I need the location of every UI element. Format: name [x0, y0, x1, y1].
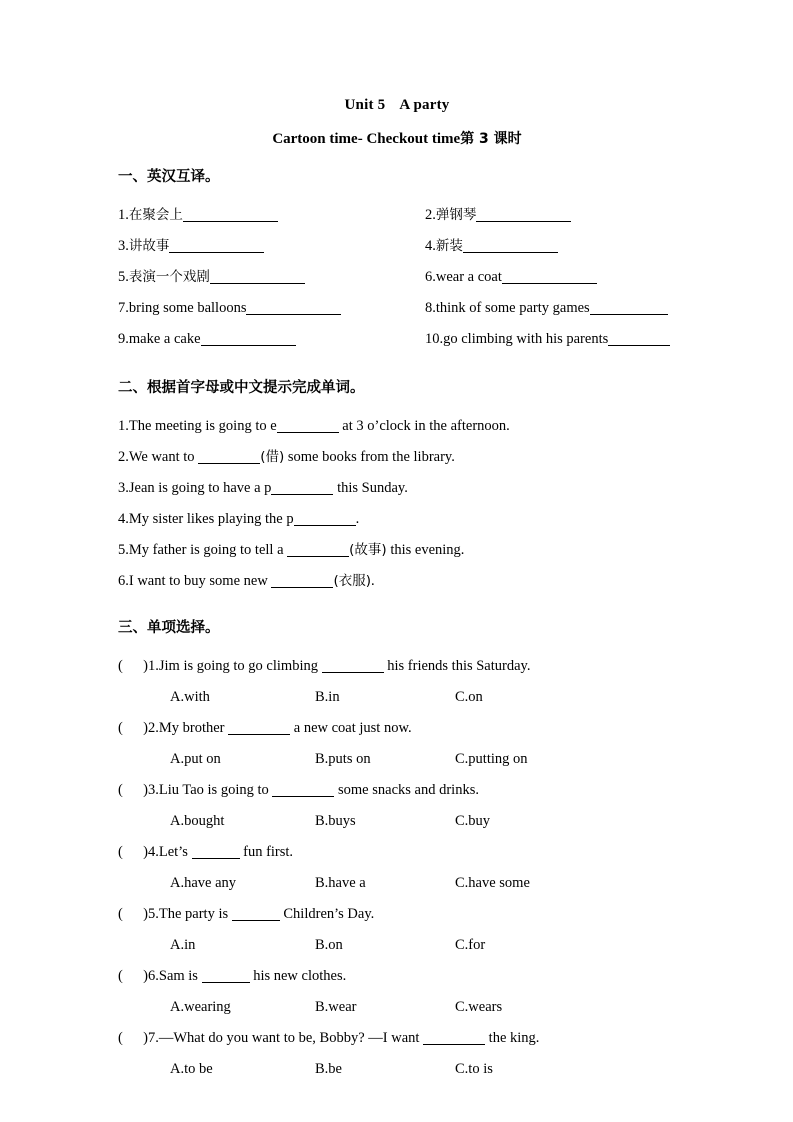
answer-blank [423, 1030, 485, 1045]
item-number: 10. [425, 331, 444, 348]
option-c[interactable]: C.have some [455, 875, 530, 892]
mc-options [118, 868, 676, 899]
item-text-before: My sister likes playing the p [128, 511, 294, 528]
section-1-heading: 一、英汉互译。 [118, 169, 220, 185]
option-a[interactable]: A.to be [170, 1061, 213, 1078]
item-text: bring some balloons [128, 300, 247, 317]
item-text-before: We want to [128, 449, 199, 466]
question-number: 3. [148, 782, 159, 799]
option-c[interactable]: C.for [455, 937, 486, 954]
item-number: 3. [118, 480, 129, 497]
answer-blank[interactable] [169, 238, 264, 253]
answer-blank[interactable] [183, 207, 278, 222]
answer-blank [322, 658, 384, 673]
stem-after: the king. [485, 1030, 540, 1047]
mc-stem [118, 837, 676, 868]
item-number: 1. [118, 207, 129, 224]
page-title-unit: Unit 5 [344, 97, 386, 113]
stem-after: Children’s Day. [279, 906, 375, 923]
mc-stem [118, 775, 676, 806]
stem-after: his friends this Saturday. [383, 658, 531, 675]
stem-before: —What do you want to be, Bobby? —I want [158, 1030, 424, 1047]
page-title [118, 96, 676, 114]
translation-item [425, 231, 676, 262]
item-number: 1. [118, 418, 129, 435]
section-1-items [118, 200, 676, 355]
fill-blank-item [118, 411, 676, 442]
answer-box[interactable]: ( ) [118, 782, 148, 799]
mc-options [118, 1054, 676, 1085]
item-number: 5. [118, 542, 129, 559]
translation-item [425, 324, 676, 355]
answer-blank [202, 968, 250, 983]
mc-options [118, 806, 676, 837]
item-text-before: The meeting is going to e [128, 418, 277, 435]
question-number: 7. [148, 1030, 159, 1047]
mc-options [118, 930, 676, 961]
item-number: 6. [425, 269, 436, 286]
answer-blank[interactable] [277, 418, 339, 433]
answer-blank[interactable] [590, 300, 668, 315]
stem-after: fun first. [239, 844, 294, 861]
answer-box[interactable]: ( ) [118, 844, 148, 861]
option-a[interactable]: A.put on [170, 751, 221, 768]
section-2-items [118, 411, 676, 597]
answer-blank[interactable] [502, 269, 597, 284]
answer-blank[interactable] [294, 511, 356, 526]
question-number: 6. [148, 968, 159, 985]
mc-question [118, 651, 676, 713]
mc-options [118, 682, 676, 713]
option-a[interactable]: A.with [170, 689, 210, 706]
item-hint: (借) [260, 449, 285, 466]
option-a[interactable]: A.wearing [170, 999, 231, 1016]
mc-stem [118, 961, 676, 992]
answer-box[interactable]: ( ) [118, 720, 148, 737]
option-b[interactable]: B.wear [315, 999, 357, 1016]
translation-item [425, 200, 676, 231]
item-number: 2. [118, 449, 129, 466]
item-text: 新装 [435, 238, 463, 255]
item-text-before: Jean is going to have a p [128, 480, 272, 497]
item-number: 5. [118, 269, 129, 286]
mc-question [118, 899, 676, 961]
stem-before: Jim is going to go climbing [158, 658, 322, 675]
question-number: 2. [148, 720, 159, 737]
option-b[interactable]: B.in [315, 689, 340, 706]
answer-blank[interactable] [271, 480, 333, 495]
page-subtitle-english: Cartoon time- Checkout time [272, 131, 461, 147]
item-text-after: some books from the library. [284, 449, 455, 466]
page-subtitle-chinese: 第 3 课时 [460, 131, 522, 147]
answer-box[interactable]: ( ) [118, 1030, 148, 1047]
page-title-topic: A party [399, 97, 450, 113]
fill-blank-item [118, 442, 676, 473]
stem-before: Sam is [158, 968, 202, 985]
item-number: 9. [118, 331, 129, 348]
item-text: 表演一个戏剧 [128, 269, 210, 286]
stem-after: a new coat just now. [290, 720, 412, 737]
question-number: 1. [148, 658, 159, 675]
translation-item [118, 200, 425, 231]
stem-after: some snacks and drinks. [334, 782, 479, 799]
item-text-after: . [370, 573, 375, 590]
mc-question [118, 961, 676, 1023]
option-a[interactable]: A.have any [170, 875, 237, 892]
translation-item [118, 262, 425, 293]
item-text-after: . [355, 511, 360, 528]
item-text-before: I want to buy some new [128, 573, 272, 590]
translation-item [118, 231, 425, 262]
item-number: 4. [425, 238, 436, 255]
item-number: 4. [118, 511, 129, 528]
worksheet-page [118, 96, 676, 1085]
item-text-after: this evening. [386, 542, 465, 559]
mc-question [118, 837, 676, 899]
page-subtitle [118, 130, 676, 148]
answer-blank[interactable] [271, 573, 333, 588]
option-c[interactable]: C.wears [455, 999, 503, 1016]
item-text: 在聚会上 [128, 207, 183, 224]
item-number: 6. [118, 573, 129, 590]
option-b[interactable]: B.buys [315, 813, 356, 830]
option-b[interactable]: B.have a [315, 875, 366, 892]
stem-before: Liu Tao is going to [158, 782, 273, 799]
item-number: 7. [118, 300, 129, 317]
option-b[interactable]: B.on [315, 937, 343, 954]
item-hint: (衣服) [333, 573, 371, 590]
item-number: 3. [118, 238, 129, 255]
mc-question [118, 1023, 676, 1085]
item-number: 2. [425, 207, 436, 224]
translation-item [118, 293, 425, 324]
question-number: 4. [148, 844, 159, 861]
section-3-heading: 三、单项选择。 [118, 620, 220, 637]
translation-item [118, 324, 425, 355]
translation-item [425, 293, 676, 324]
fill-blank-item [118, 566, 676, 597]
option-c[interactable]: C.to is [455, 1061, 493, 1078]
option-b[interactable]: B.be [315, 1061, 342, 1078]
answer-blank[interactable] [463, 238, 558, 253]
stem-before: My brother [158, 720, 229, 737]
answer-blank [272, 782, 334, 797]
answer-blank[interactable] [210, 269, 305, 284]
translation-item [425, 262, 676, 293]
fill-blank-item [118, 504, 676, 535]
mc-stem [118, 651, 676, 682]
item-hint: (故事) [349, 542, 387, 559]
fill-blank-item [118, 473, 676, 504]
answer-box[interactable]: ( ) [118, 906, 148, 923]
mc-options [118, 992, 676, 1023]
answer-box[interactable]: ( ) [118, 658, 148, 675]
answer-blank[interactable] [246, 300, 341, 315]
answer-blank[interactable] [201, 331, 296, 346]
option-a[interactable]: A.bought [170, 813, 225, 830]
item-text: think of some party games [435, 300, 590, 317]
option-c[interactable]: C.on [455, 689, 483, 706]
answer-blank[interactable] [198, 449, 260, 464]
answer-blank [192, 844, 240, 859]
item-text: go climbing with his parents [443, 331, 609, 348]
mc-question [118, 775, 676, 837]
stem-before: Let’s [158, 844, 192, 861]
stem-after: his new clothes. [249, 968, 347, 985]
fill-blank-item [118, 535, 676, 566]
stem-before: The party is [158, 906, 232, 923]
answer-blank[interactable] [608, 331, 670, 346]
answer-blank[interactable] [476, 207, 571, 222]
section-3-questions [118, 651, 676, 1085]
mc-stem [118, 713, 676, 744]
answer-box[interactable]: ( ) [118, 968, 148, 985]
item-text: 讲故事 [128, 238, 170, 255]
answer-blank [232, 906, 280, 921]
question-number: 5. [148, 906, 159, 923]
item-text: make a cake [128, 331, 201, 348]
answer-blank [228, 720, 290, 735]
option-a[interactable]: A.in [170, 937, 196, 954]
item-text: wear a coat [435, 269, 502, 286]
mc-stem [118, 899, 676, 930]
option-b[interactable]: B.puts on [315, 751, 371, 768]
item-number: 8. [425, 300, 436, 317]
option-c[interactable]: C.putting on [455, 751, 528, 768]
item-text-after: this Sunday. [333, 480, 408, 497]
item-text-after: at 3 o’clock in the afternoon. [338, 418, 510, 435]
item-text: 弹钢琴 [435, 207, 477, 224]
mc-stem [118, 1023, 676, 1054]
mc-options [118, 744, 676, 775]
mc-question [118, 713, 676, 775]
option-c[interactable]: C.buy [455, 813, 491, 830]
item-text-before: My father is going to tell a [128, 542, 288, 559]
answer-blank[interactable] [287, 542, 349, 557]
section-2-heading: 二、根据首字母或中文提示完成单词。 [118, 380, 365, 397]
